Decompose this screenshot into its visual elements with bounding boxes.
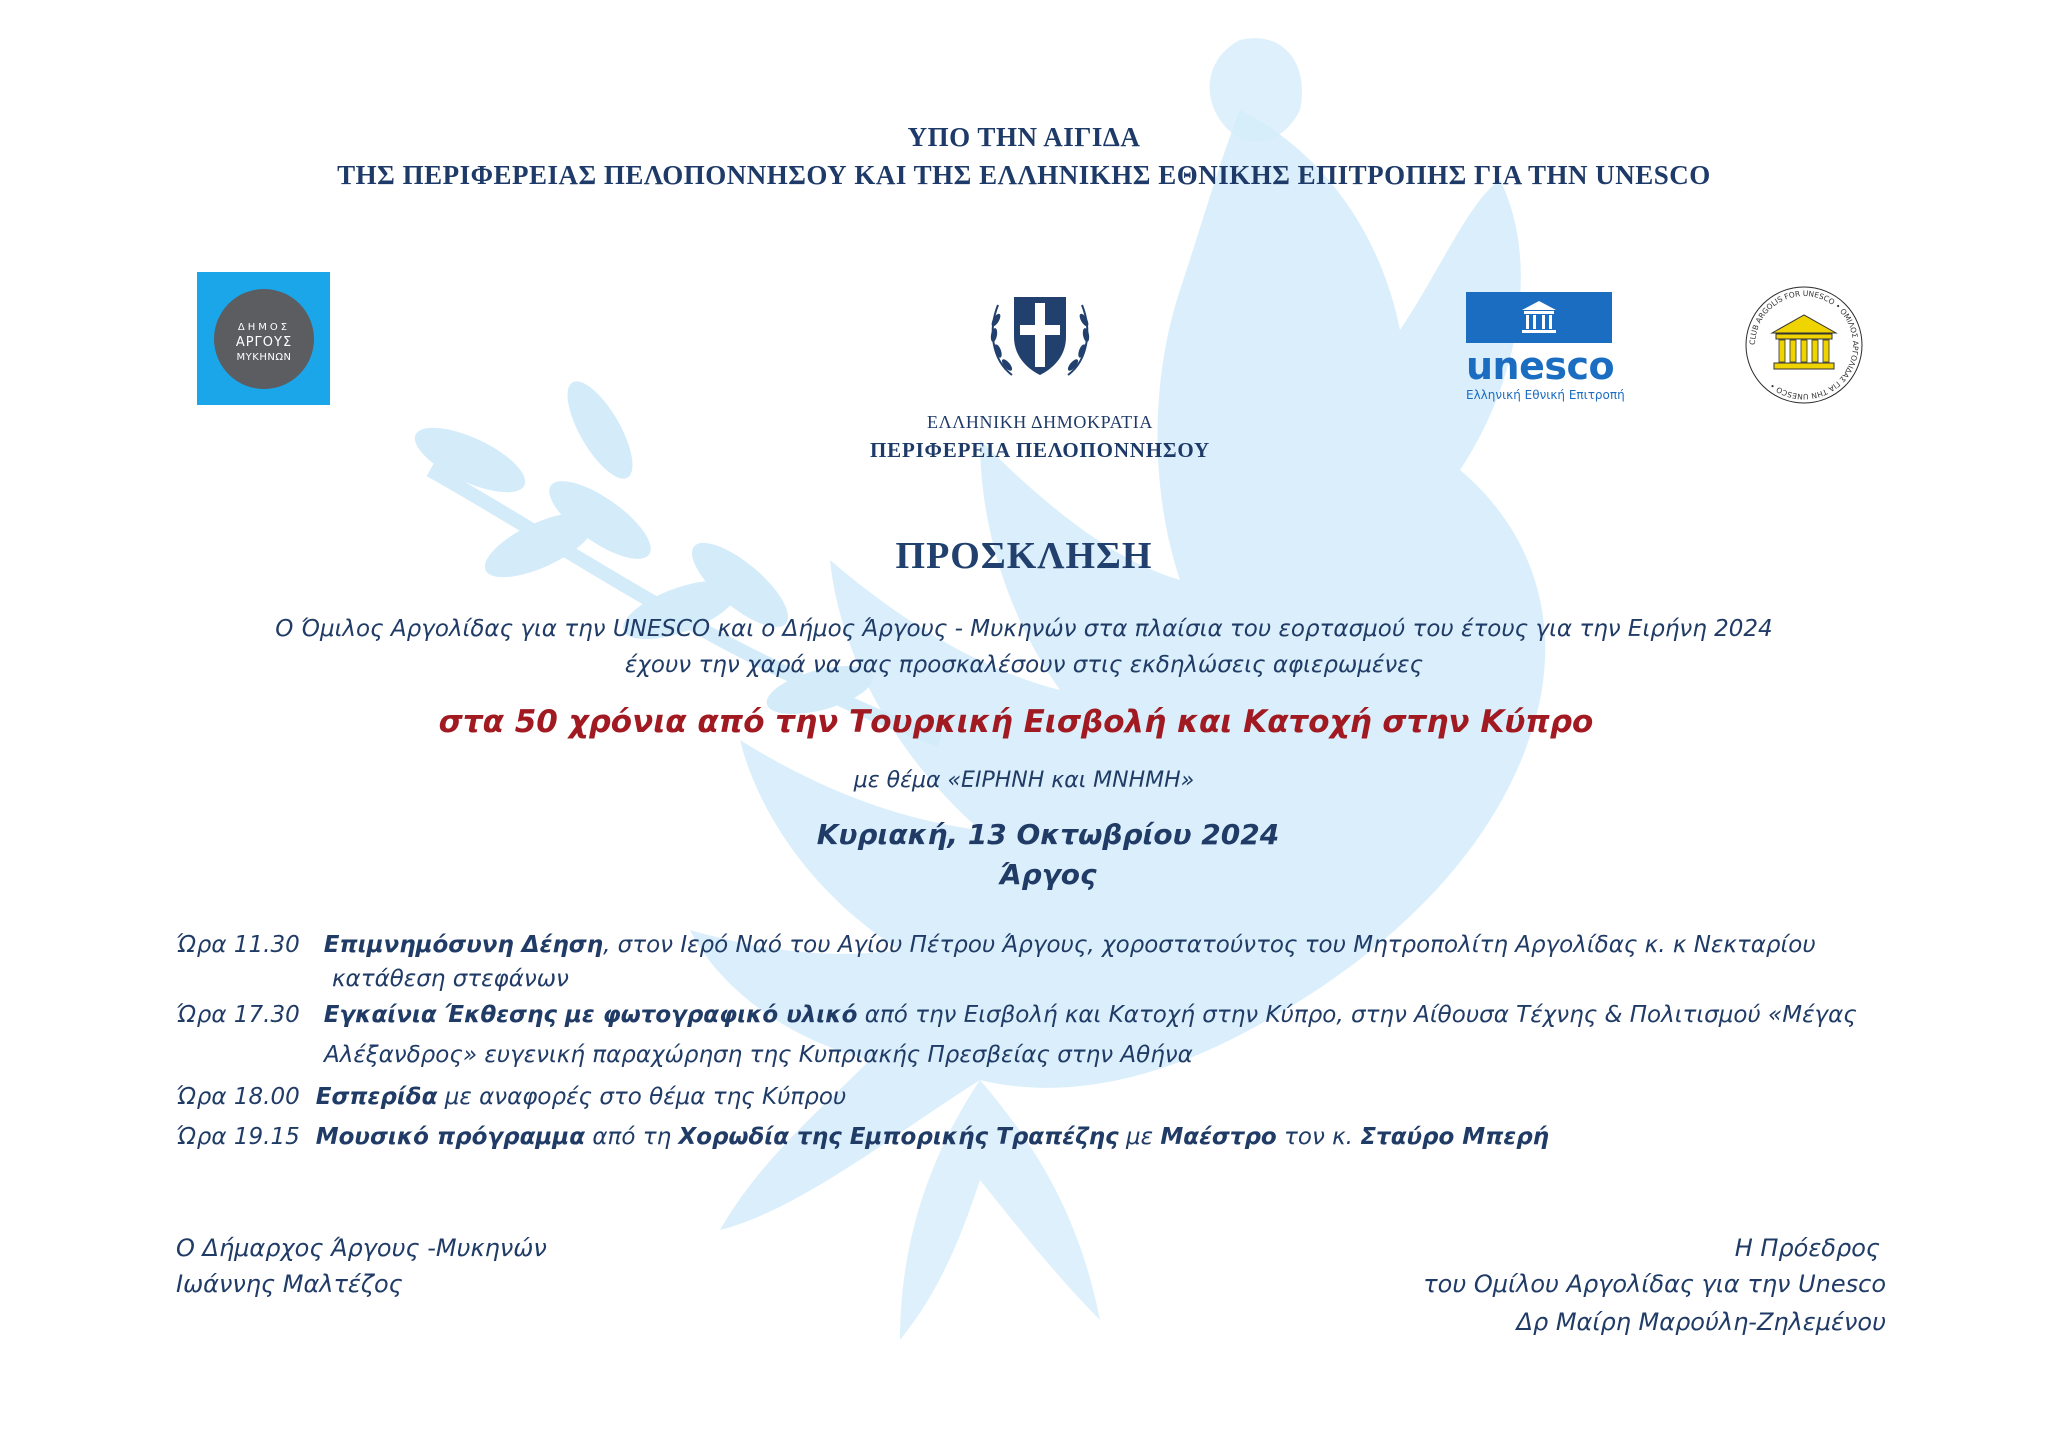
program-title: Εσπερίδα: [315, 1084, 438, 1110]
program-time: Ώρα 11.30: [176, 932, 300, 958]
event-theme: με θέμα «ΕΙΡΗΝΗ και ΜΝΗΜΗ»: [853, 768, 1195, 793]
program-item-2-continuation: Αλέξανδρος» ευγενική παραχώρηση της Κυπριακής Πρεσβείας στην Αθήνα: [324, 1042, 1193, 1068]
program-item-4: [176, 1124, 1549, 1150]
program-time: Ώρα 18.00: [176, 1084, 300, 1110]
unesco-wordmark: unesco: [1466, 344, 1615, 388]
signature-right-role: Η Πρόεδρος: [1734, 1234, 1880, 1262]
gov-text-line2: ΠΕΡΙΦΕΡΕΙΑ ΠΕΛΟΠΟΝΝΗΣΟΥ: [870, 438, 1210, 462]
program-item-2: [176, 1002, 1857, 1028]
signature-right-name: Δρ Μαίρη Μαρούλη-Ζηλεμένου: [1516, 1308, 1886, 1336]
dimos-argous-logo: [197, 272, 330, 405]
program-item-1-continuation: κατάθεση στεφάνων: [332, 966, 569, 992]
unesco-temple-box: [1466, 292, 1612, 343]
program-title: Μουσικό πρόγραμμα: [315, 1124, 586, 1150]
program-text: από τη: [585, 1124, 679, 1150]
event-date: Κυριακή, 13 Οκτωβρίου 2024: [816, 818, 1280, 851]
program-choir: Χορωδία της Εμπορικής Τραπέζης: [678, 1124, 1119, 1150]
program-time: Ώρα 19.15: [176, 1124, 300, 1150]
signature-left-role: Ο Δήμαρχος Άργους -Μυκηνών: [176, 1234, 547, 1262]
program-text: τον κ.: [1276, 1124, 1361, 1150]
dimos-logo-circle: [214, 289, 314, 389]
program-title: Εγκαίνια Έκθεσης με φωτογραφικό υλικό: [323, 1002, 858, 1028]
dimos-logo-line2: ΑΡΓΟΥΣ: [235, 335, 293, 350]
unesco-subtitle: Ελληνική Εθνική Επιτροπή: [1466, 388, 1625, 402]
header-line-1: ΥΠΟ ΤΗΝ ΑΙΓΙΔΑ: [907, 122, 1141, 152]
club-ring-text: CLUB ARGOLIS FOR UNESCO • ΟΜΙΛΟΣ ΑΡΓΟΛΙΔΑΣ ΓΙΑ ΤΗΝ UNESCO •: [1747, 288, 1861, 402]
greek-emblem-icon: [982, 275, 1098, 391]
event-place: Άργος: [999, 858, 1097, 891]
gov-text-line1: ΕΛΛΗΝΙΚΗ ΔΗΜΟΚΡΑΤΙΑ: [927, 412, 1153, 432]
club-argolis-unesco-logo: [1742, 283, 1866, 407]
event-headline: στα 50 χρόνια από την Τουρκική Εισβολή και Κατοχή στην Κύπρο: [438, 704, 1594, 740]
intro-line-2: έχουν την χαρά να σας προσκαλέσουν στις εκδηλώσεις αφιερωμένες: [624, 652, 1424, 678]
invitation-title: ΠΡΟΣΚΛΗΣΗ: [895, 535, 1153, 577]
program-title: Επιμνημόσυνη Δέηση: [323, 932, 604, 958]
signature-right-org: του Ομίλου Αργολίδας για την Unesco: [1423, 1270, 1886, 1298]
program-item-1: [176, 932, 1816, 958]
program-text: με αναφορές στο θέμα της Κύπρου: [437, 1084, 847, 1110]
program-text: , στον Ιερό Ναό του Αγίου Πέτρου Άργους, χοροστατούντος του Μητροπολίτη Αργολίδας κ. κ Νεκταρίου: [603, 932, 1816, 958]
program-time: Ώρα 17.30: [176, 1002, 300, 1028]
signature-left-name: Ιωάννης Μαλτέζος: [176, 1270, 403, 1298]
program-text: με: [1118, 1124, 1161, 1150]
unesco-temple-icon: [1466, 292, 1612, 343]
dimos-logo-line3: ΜΥΚΗΝΩΝ: [236, 352, 292, 363]
dimos-logo-line1: ΔΗΜΟΣ: [237, 322, 291, 333]
program-item-3: [176, 1084, 846, 1110]
program-text: από την Εισβολή και Κατοχή στην Κύπρο, στην Αίθουσα Τέχνης & Πολιτισμού «Μέγας: [857, 1002, 1857, 1028]
intro-line-1: Ο Όμιλος Αργολίδας για την UNESCO και ο Δήμος Άργους - Μυκηνών στα πλαίσια του εορτασμού του έτους για την Ειρήνη 2024: [275, 616, 1773, 642]
program-maestro-label: Μαέστρο: [1160, 1124, 1277, 1150]
program-maestro-name: Σταύρο Μπερή: [1360, 1124, 1550, 1150]
header-line-2: ΤΗΣ ΠΕΡΙΦΕΡΕΙΑΣ ΠΕΛΟΠΟΝΝΗΣΟΥ ΚΑΙ ΤΗΣ ΕΛΛΗΝΙΚΗΣ ΕΘΝΙΚΗΣ ΕΠΙΤΡΟΠΗΣ ΓΙΑ ΤΗΝ UNESCO: [337, 160, 1711, 190]
